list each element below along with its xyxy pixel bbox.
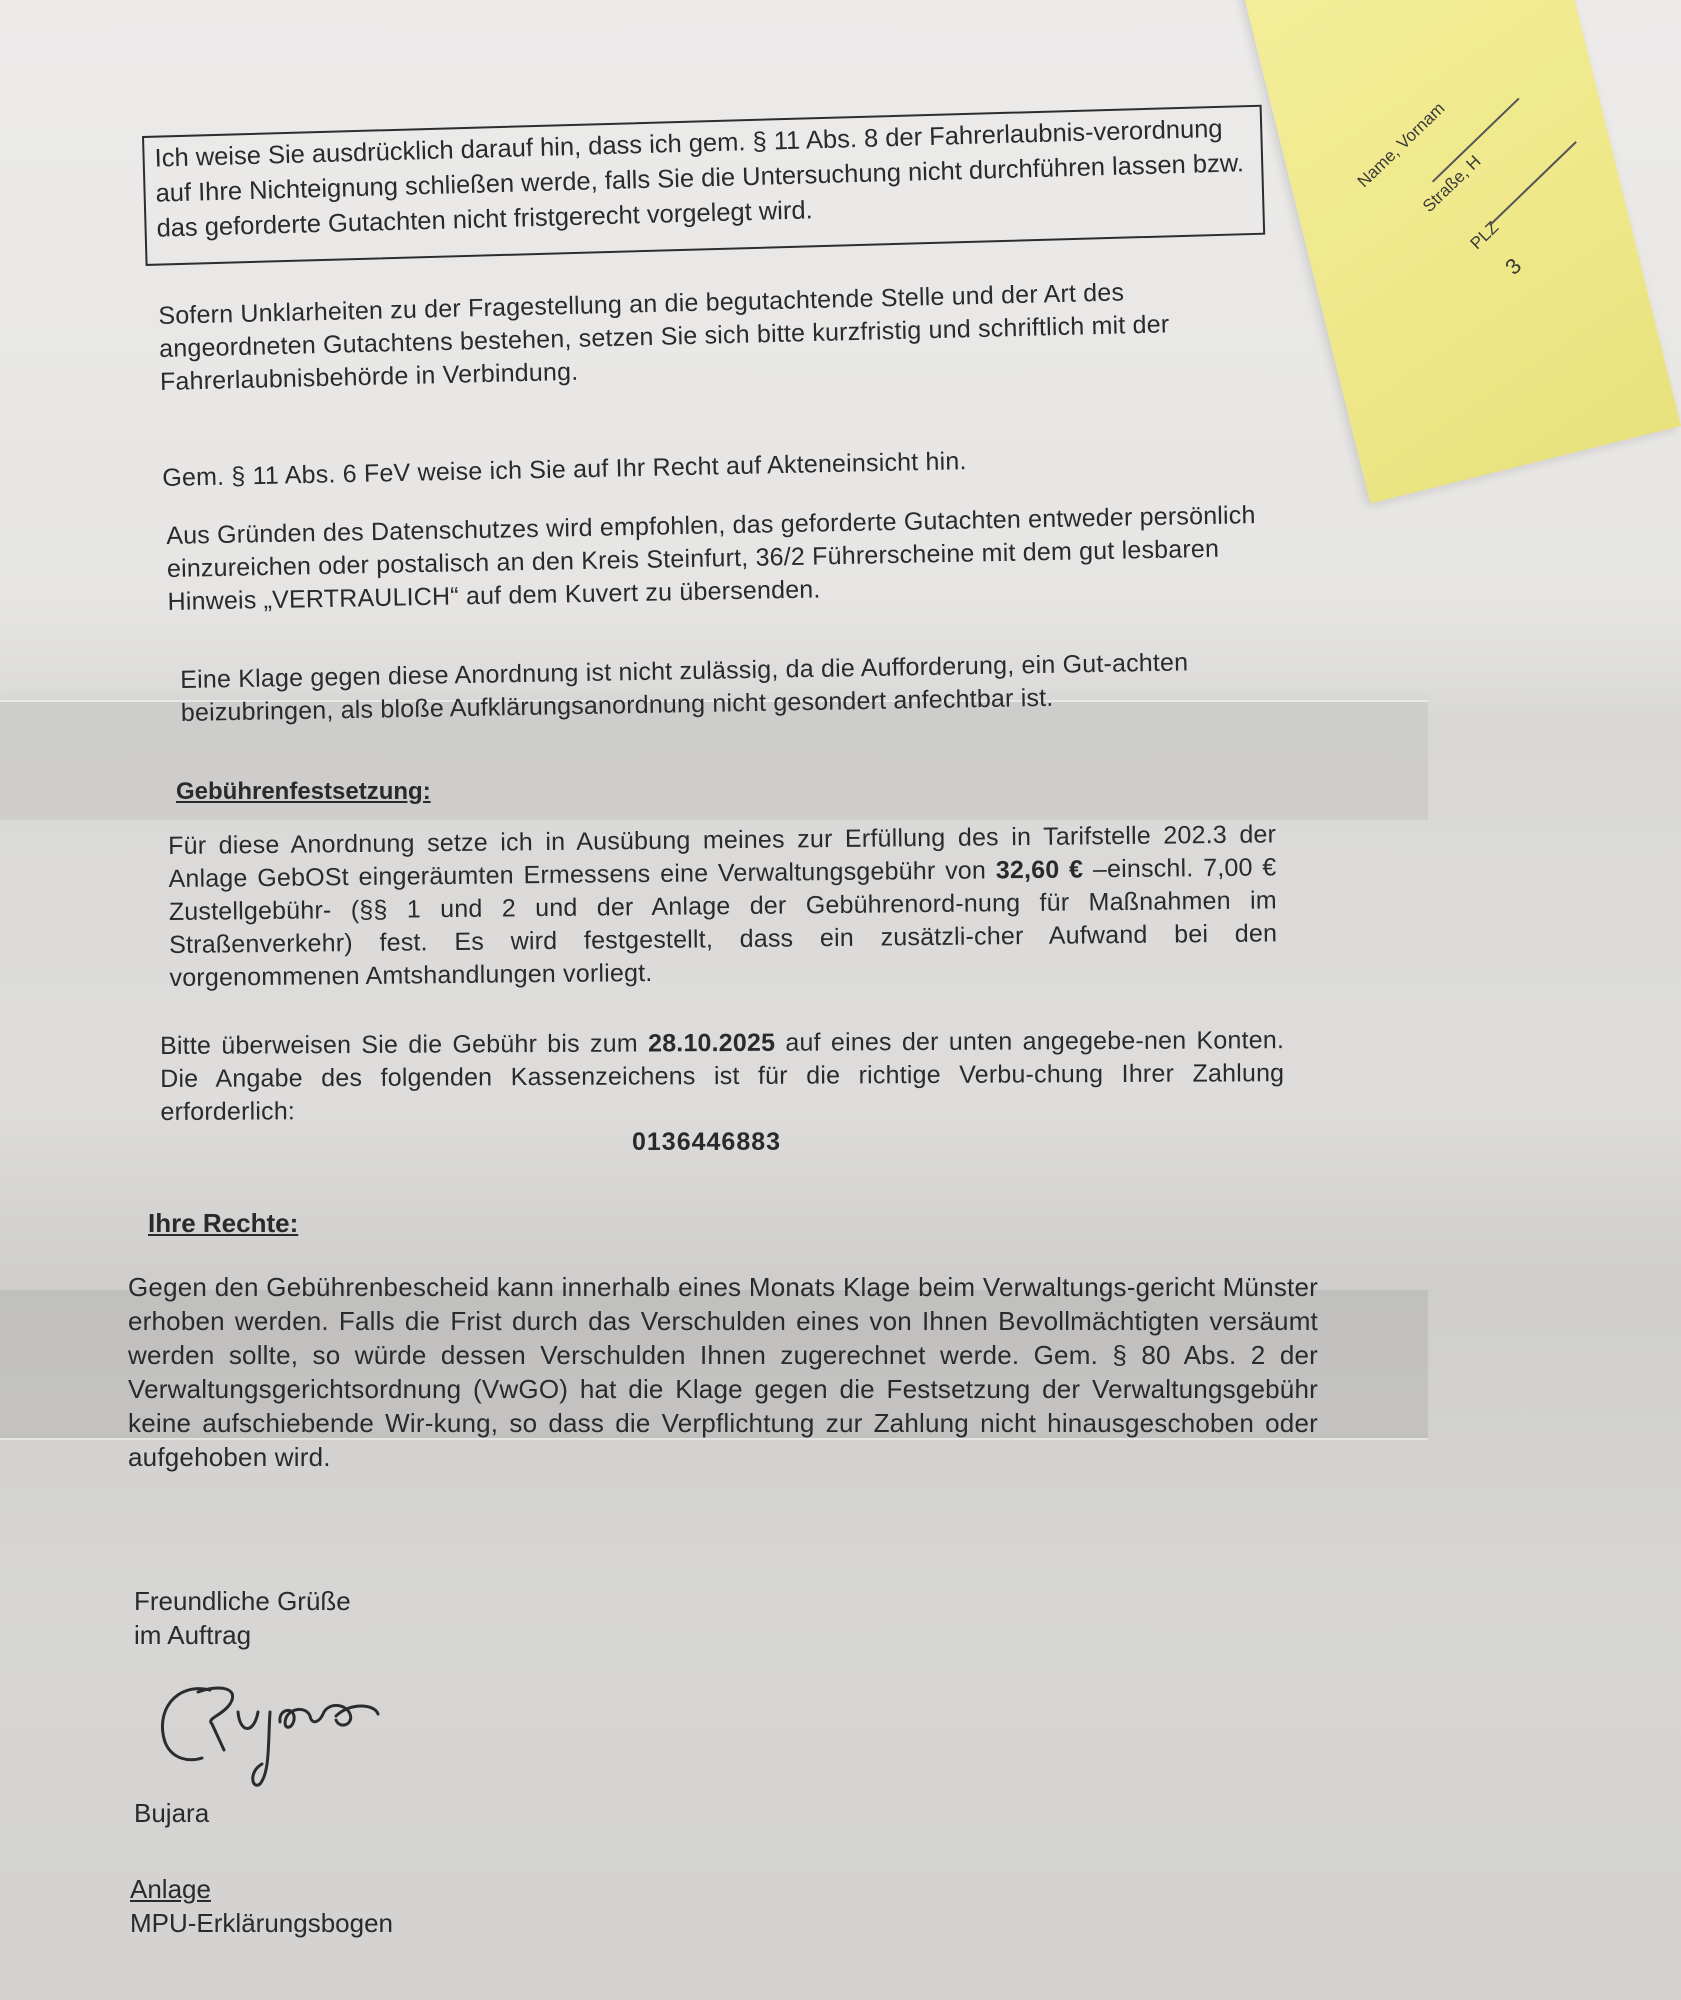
yellow-field-name: Name, Vornam (1353, 98, 1449, 192)
yellow-field-street: Straße, H (1418, 151, 1485, 216)
attachment-block (130, 1872, 393, 1940)
attachment-item: MPU-Erklärungsbogen (130, 1908, 394, 1938)
heading-gebuehrenfestsetzung: Gebührenfestsetzung: (176, 778, 431, 805)
fee-amount: 32,60 € (995, 855, 1084, 885)
due-date: 28.10.2025 (647, 1028, 776, 1058)
closing-greeting (134, 1584, 351, 1652)
paragraph-klage: Eine Klage gegen diese Anordnung ist nicht zulässig, da die Aufforderung, ein Gut-achten beizubringen, als bloße Aufklärungsanordnung nicht gesondert anfechtbar ist. (180, 648, 1189, 727)
heading-ihre-rechte: Ihre Rechte: (148, 1208, 299, 1238)
warning-notice-box (142, 105, 1265, 266)
fee-text-before: Für diese Anordnung setze ich in Ausübung meines zur Erfüllung des in Tarifstelle 202.3 der Anlage GebOSt eingeräumten Ermessens eine Verwaltungsgebühr von (168, 820, 1277, 893)
signer-name: Bujara (134, 1798, 210, 1828)
attachment-label: Anlage (130, 1874, 211, 1904)
payment-text-before: Bitte überweisen Sie die Gebühr bis zum (160, 1029, 649, 1060)
paragraph-zahlung (160, 1024, 1285, 1129)
warning-notice-text: Ich weise Sie ausdrücklich darauf hin, dass ich gem. § 11 Abs. 8 der Fahrerlaubnis-verordnung auf Ihre Nichteignung schließen werde, falls Sie die Untersuchung nicht durchführen lassen bzw. das geforderte Gutachten nicht fristgerecht vorgelegt wird. (154, 114, 1245, 243)
yellow-field-plz: PLZ (1466, 217, 1503, 254)
paragraph-unklarheiten: Sofern Unklarheiten zu der Fragestellung an die begutachtende Stelle und der Art des angeordneten Gutachtens bestehen, setzen Sie sich bitte kurzfristig und schriftlich mit der Fahrerlaubnisbehörde in Verbindung. (158, 278, 1170, 396)
greeting-text: Freundliche Grüße (134, 1586, 351, 1616)
on-behalf-text: im Auftrag (134, 1620, 252, 1650)
paragraph-akteneinsicht: Gem. § 11 Abs. 6 FeV weise ich Sie auf Ihr Recht auf Akteneinsicht hin. (162, 447, 967, 492)
kassenzeichen: 0136446883 (632, 1128, 782, 1156)
handwritten-signature (150, 1672, 390, 1792)
yellow-field-digit: 3 (1500, 253, 1527, 280)
fee-text-after: –einschl. 7,00 € Zustellgebühr- (§§ 1 und 2 und der Anlage der Gebührenord-nung für Maßnahmen im Straßenverkehr) fest. Es wird festgestellt, dass ein zusätzli-cher Aufwand bei den vorgenommenen Amtshandlungen vorliegt. (168, 853, 1278, 992)
paragraph-datenschutz: Aus Gründen des Datenschutzes wird empfohlen, das geforderte Gutachten entweder persönlich einzureichen oder postalisch an den Kreis Steinfurt, 36/2 Führerscheine mit dem gut lesbaren Hinweis „VERTRAULICH“ auf dem Kuvert zu übersenden. (166, 501, 1256, 616)
yellow-field-line (1489, 141, 1577, 226)
paragraph-rechte: Gegen den Gebührenbescheid kann innerhalb eines Monats Klage beim Verwaltungs-gericht Münster erhoben werden. Falls die Frist durch das Verschulden eines von Ihnen Bevollmächtigten versäumt werden sollte, so würde dessen Verschulden Ihnen zugerechnet werde. Gem. § 80 Abs. 2 der Verwaltungsgerichtsordnung (VwGO) hat die Klage gegen die Festsetzung der Verwaltungsgebühr keine aufschiebende Wir-kung, so dass die Verpflichtung zur Zahlung nicht hinausgeschoben oder aufgehoben wird. (128, 1272, 1318, 1472)
payment-text-after: auf eines der unten angegebe-nen Konten. Die Angabe des folgenden Kassenzeichens ist für die richtige Verbu-chung Ihrer Zahlung erforderlich: (160, 1026, 1285, 1126)
paragraph-gebuehren (168, 818, 1278, 995)
